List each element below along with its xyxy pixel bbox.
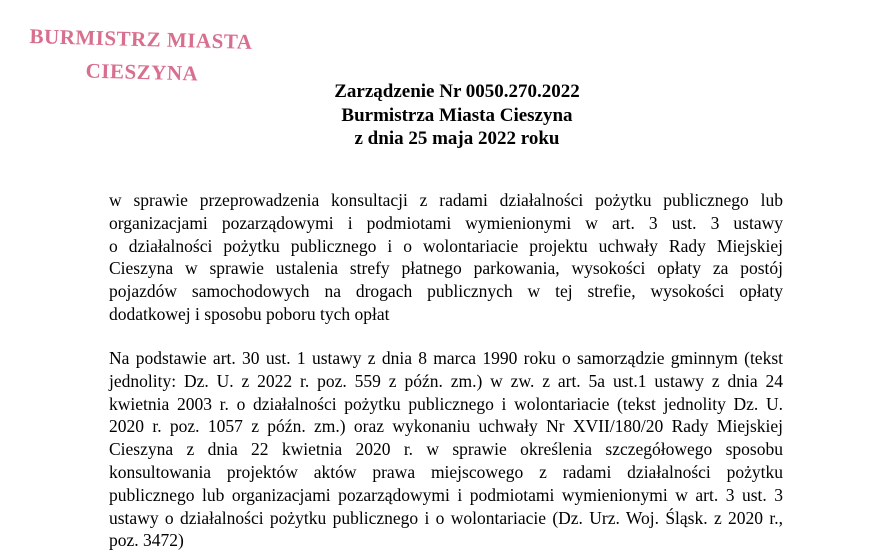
basis-line: publicznego lub organizacjami pozarządowymi i podmiotami wymienionymi w art. 3 ust. 3	[109, 484, 783, 505]
subject-line: organizacjami pozarządowymi i podmiotami wymienionymi w art. 3 ust. 3 ustawy	[109, 212, 783, 233]
basis-line: konsultowania projektów aktów prawa miejscowego z radami działalności pożytku	[109, 461, 783, 482]
subject-line: Cieszyna w sprawie ustalenia strefy płatnego parkowania, wysokości opłaty za postój	[109, 258, 783, 279]
subject-line: dodatkowej i sposobu poboru tych opłat	[109, 303, 390, 324]
stamp-line-1: BURMISTRZ MIASTA	[29, 24, 253, 54]
basis-line: kwietnia 2003 r. o działalności pożytku publicznego i wolontariacie (tekst jednolity Dz. U.	[109, 393, 783, 414]
subject-line: o działalności pożytku publicznego i o wolontariacie projektu uchwały Rady Miejskiej	[109, 235, 783, 256]
basis-line: Na podstawie art. 30 ust. 1 ustawy z dnia 8 marca 1990 roku o samorządzie gminnym (tekst	[109, 348, 783, 368]
subject-line: w sprawie przeprowadzenia konsultacji z radami działalności pożytku publicznego lub	[109, 190, 783, 210]
legal-basis-paragraph	[109, 347, 783, 552]
basis-line: ustawy o działalności pożytku publicznego i o wolontariacie (Dz. Urz. Woj. Śląsk. z 2020 r.,	[109, 507, 783, 528]
basis-line: 2020 r. poz. 1057 z późn. zm.) oraz wykonaniu uchwały Nr XVII/180/20 Rady Miejskiej	[109, 416, 783, 437]
basis-line: poz. 3472)	[109, 530, 184, 551]
stamp-line-2: CIESZYNA	[85, 58, 199, 86]
subject-paragraph	[109, 189, 783, 326]
basis-line: Cieszyna z dnia 22 kwietnia 2020 r. w sprawie określenia szczegółowego sposobu	[109, 439, 783, 460]
document-issuer: Burmistrza Miasta Cieszyna	[341, 104, 573, 126]
document-title: Zarządzenie Nr 0050.270.2022	[334, 81, 580, 102]
document-header	[0, 80, 894, 151]
official-stamp	[22, 19, 262, 86]
document-date: z dnia 25 maja 2022 roku	[354, 128, 560, 149]
subject-line: pojazdów samochodowych na drogach publicznych w tej strefie, wysokości opłaty	[109, 281, 783, 302]
basis-line: jednolity: Dz. U. z 2022 r. poz. 559 z późn. zm.) w zw. z art. 5a ust.1 ustawy z dnia 24	[109, 370, 783, 391]
